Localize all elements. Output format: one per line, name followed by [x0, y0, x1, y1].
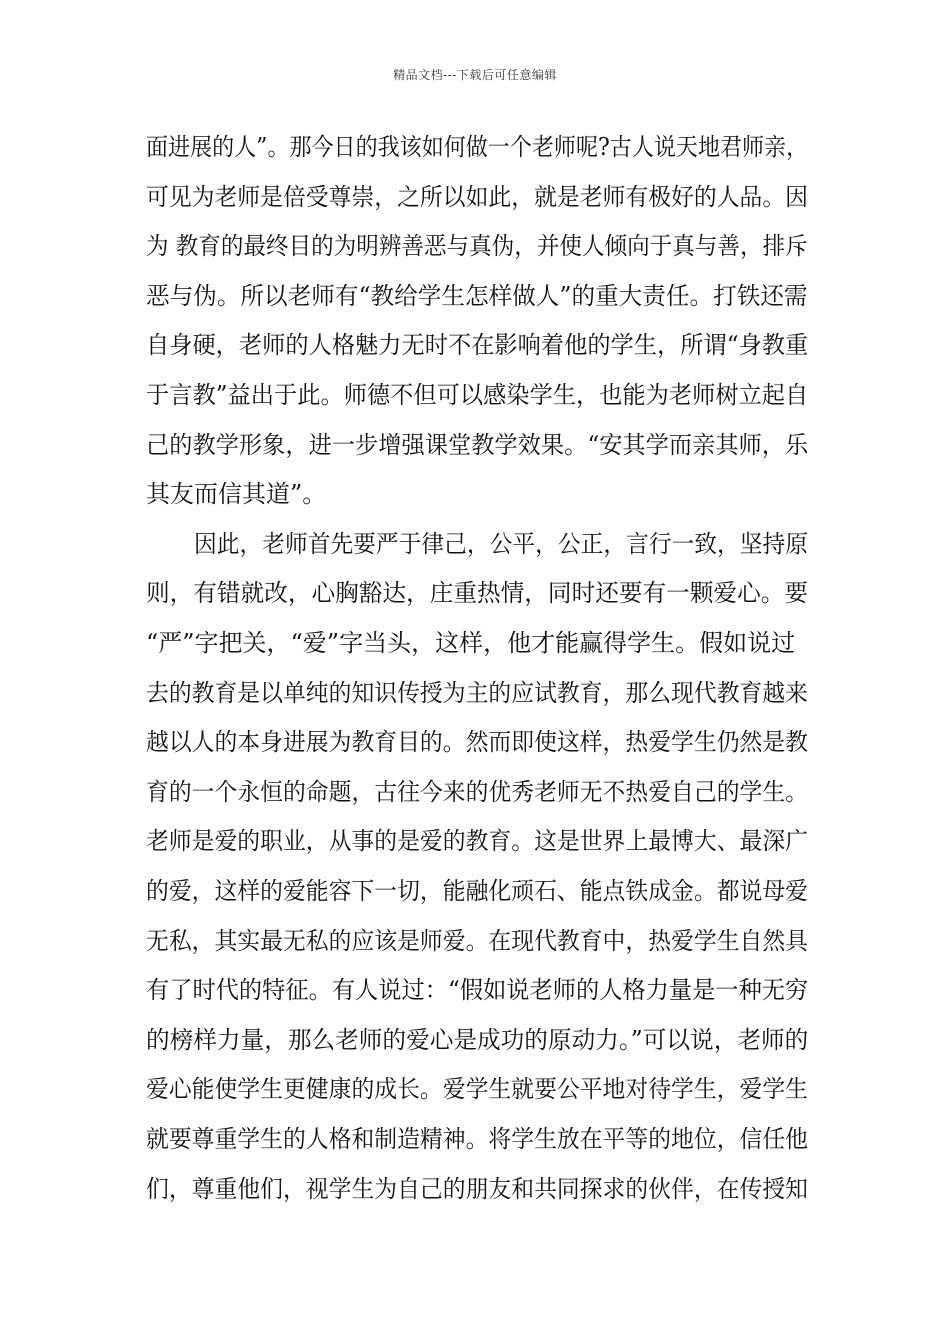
text-line: 恶与伪。所以老师有“教给学生怎样做人”的重大责任。打铁还需	[146, 281, 808, 310]
text-line: 爱心能使学生更健康的成长。爱学生就要公平地对待学生，爱学生	[146, 1075, 808, 1104]
text-line: 为 教育的最终目的为明辨善恶与真伪，并使人倾向于真与善，排斥	[146, 232, 808, 261]
text-line: 们，尊重他们，视学生为自己的朋友和共同探求的伙伴，在传授知	[146, 1174, 808, 1203]
page-header: 精品文档---下载后可任意编辑	[393, 68, 557, 82]
text-line: 老师是爱的职业，从事的是爱的教育。这是世界上最博大、最深广	[146, 827, 808, 856]
text-line: 可见为老师是倍受尊崇，之所以如此，就是老师有极好的人品。因	[146, 182, 808, 211]
text-line: 于言教”益出于此。师德不但可以感染学生，也能为老师树立起自	[146, 381, 809, 409]
text-line: 面进展的人”。那今日的我该如何做一个老师呢?古人说天地君师亲，	[146, 133, 809, 161]
text-line: “严”字把关，“爱”字当头，这样，他才能赢得学生。假如说过	[146, 629, 796, 657]
text-line: 无私，其实最无私的应该是师爱。在现代教育中，热爱学生自然具	[146, 926, 808, 955]
text-line: 就要尊重学生的人格和制造精神。将学生放在平等的地位，信任他	[146, 1125, 808, 1153]
text-line: 则，有错就改，心胸豁达，庄重热情，同时还要有一颗爱心。要	[146, 579, 808, 608]
text-line: 越以人的本身进展为教育目的。然而即使这样，热爱学生仍然是教	[146, 728, 808, 757]
paragraph-first-line: 因此，老师首先要严于律己，公平，公正，言行一致，坚持原	[194, 529, 808, 558]
text-line: 己的教学形象，进一步增强课堂教学效果。“安其学而亲其师，乐	[146, 430, 809, 459]
text-line: 育的一个永恒的命题，古往今来的优秀老师无不热爱自己的学生。	[146, 777, 808, 806]
text-line: 其友而信其道”。	[146, 480, 327, 509]
text-line: 去的教育是以单纯的知识传授为主的应试教育，那么现代教育越来	[146, 678, 808, 707]
text-line: 自身硬，老师的人格魅力无时不在影响着他的学生，所谓“身教重	[146, 331, 809, 360]
text-line: 的榜样力量，那么老师的爱心是成功的原动力。”可以说，老师的	[146, 1025, 809, 1054]
text-line: 有了时代的特征。有人说过：“假如说老师的人格力量是一种无穷	[146, 976, 809, 1005]
text-line: 的爱，这样的爱能容下一切，能融化顽石、能点铁成金。都说母爱	[146, 877, 808, 905]
